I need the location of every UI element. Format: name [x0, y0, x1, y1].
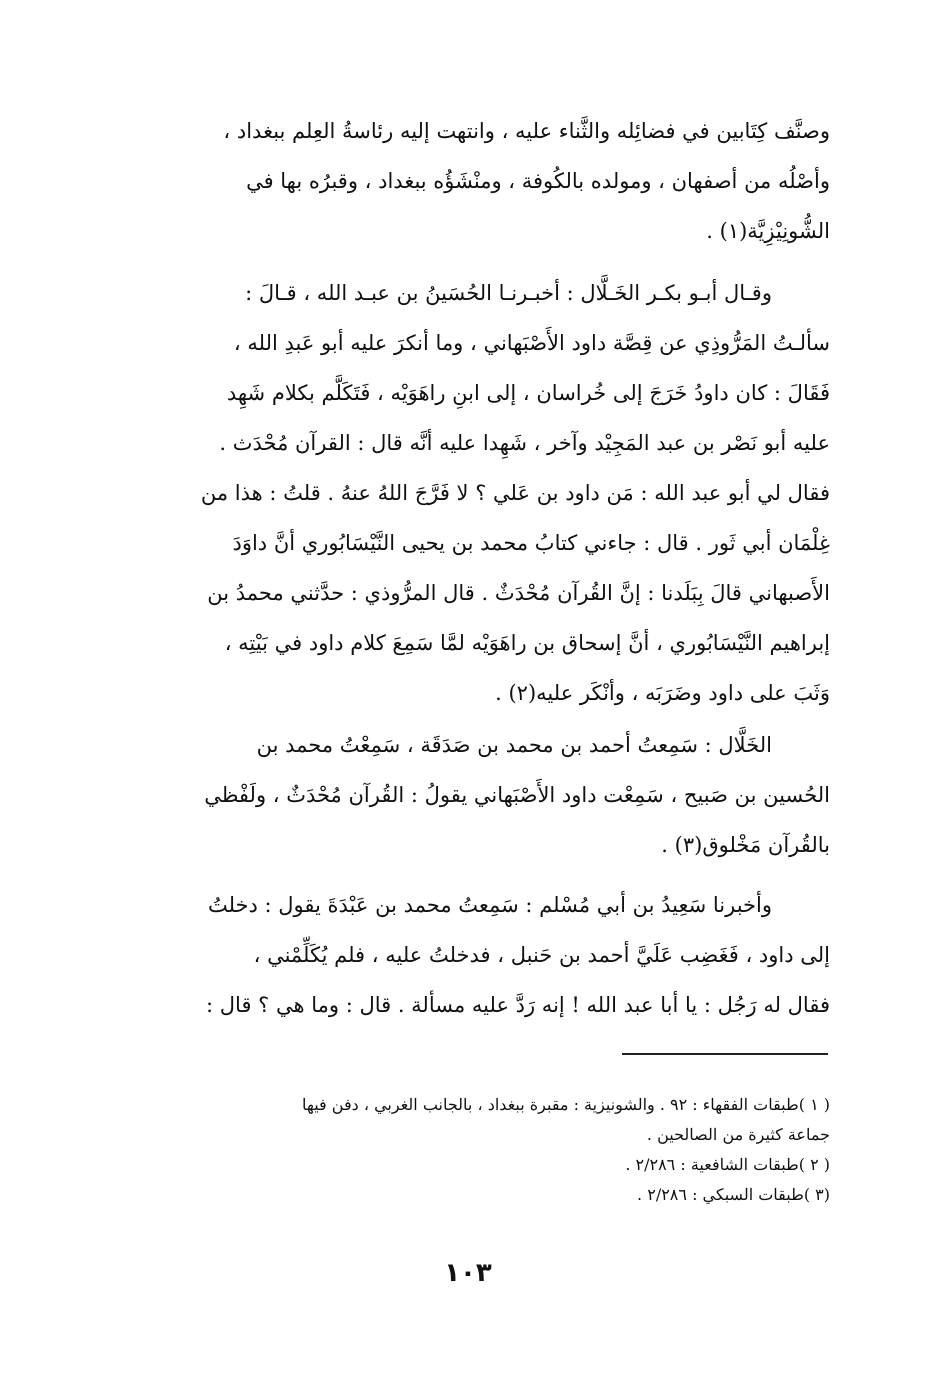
text-line: غِلْمَان أبي ثَور . قال : جاءني كتابُ محمد بن يحيى النَّيْسَابُوري أنَّ داوَدَ — [232, 531, 830, 555]
footnote-line: (٣ )طبقات السبكي : ٢/٢٨٦ . — [637, 1185, 830, 1204]
text-line: إبراهيم النَّيْسَابُوري ، أنَّ إسحاق بن راهَوَيْه لمَّا سَمِعَ كلام داود في بَيْتِه ، — [224, 631, 830, 655]
footnote-line: ( ٢ )طبقات الشافعية : ٢/٢٨٦ . — [625, 1155, 830, 1174]
text-line: فقال لي أبو عبد الله : مَن داود بن عَلي ؟ لا فَرَّجَ اللهُ عنهُ . قلتُ : هذا من — [200, 481, 830, 505]
footnote-line: ( ١ )طبقات الفقهاء : ٩٢ . والشونيزية : مقبرة ببغداد ، بالجانب الغربي ، دفن فيها — [301, 1095, 830, 1114]
text-line: وصنَّف كِتَابين في فضائِله والثَّناء عليه ، وانتهت إليه رئاسةُ العِلم ببغداد ، — [223, 119, 830, 143]
text-line: وقـال أبـو بكـر الخَـلَّال : أخبـرنـا الحُسَينُ بن عبـد الله ، قـالَ : — [245, 281, 772, 305]
text-line: بالقُرآن مَخْلوق(٣) . — [661, 833, 830, 857]
text-line: سألـتُ المَرُّوذِي عن قِصَّة داود الأَصْبَهاني ، وما أنكرَ عليه أبو عَبدِ الله ، — [233, 331, 830, 355]
text-line: الحُسين بن صَبيح ، سَمِعْت داود الأَصْبَهاني يقولُ : القُرآن مُحْدَثٌ ، ولَفْظي — [204, 783, 830, 807]
text-line: إلى داود ، فَغَضِب عَلَيَّ أحمد بن حَنبل ، فدخلتُ عليه ، فلم يُكَلِّمْني ، — [253, 943, 830, 967]
text-line: وأخبرنا سَعِيدُ بن أبي مُسْلم : سَمِعتُ محمد بن عَبْدَةَ يقول : دخلتُ — [207, 893, 772, 917]
text-line: فقال له رَجُل : يا أبا عبد الله ! إنه رَدَّ عليه مسألة . قال : وما هي ؟ قال : — [206, 993, 830, 1017]
paragraph-3 — [150, 720, 830, 870]
footnote-divider — [622, 1053, 828, 1055]
text-line: عليه أبو نَصْر بن عبد المَجِيْد وآخر ، شَهِدا عليه أنَّه قال : القرآن مُحْدَث . — [219, 431, 830, 455]
paragraph-4 — [150, 880, 830, 1030]
paragraph-2 — [150, 268, 830, 718]
text-line: فَقَالَ : كان داودُ خَرَجَ إلى خُراسان ، إلى ابنِ راهَوَيْه ، فَتَكَلَّم بكلام شَهِد — [226, 381, 830, 405]
page-number: ١٠٣ — [444, 1258, 492, 1288]
text-line: وَثَبَ على داود وضَرَبَه ، وأنْكَر عليه(٢) . — [495, 681, 830, 705]
text-line: الأَصبهاني قالَ بِبَلَدنا : إنَّ القُرآن مُحْدَثٌ . قال المرُّوذي : حدَّثني محمدُ بن — [207, 581, 830, 605]
text-line: وأصْلُه من أصفهان ، ومولده بالكُوفة ، ومنْشَؤُه ببغداد ، وقبرُه بها في — [246, 169, 830, 193]
paragraph-1 — [150, 106, 830, 256]
text-line: الخَلَّال : سَمِعتُ أحمد بن محمد بن صَدَقَة ، سَمِعْتُ محمد بن — [256, 733, 772, 757]
footnote-line: جماعة كثيرة من الصالحين . — [646, 1125, 830, 1144]
footnotes — [150, 1090, 830, 1210]
text-line: الشُّونِيْزِيَّة(١) . — [706, 219, 830, 243]
